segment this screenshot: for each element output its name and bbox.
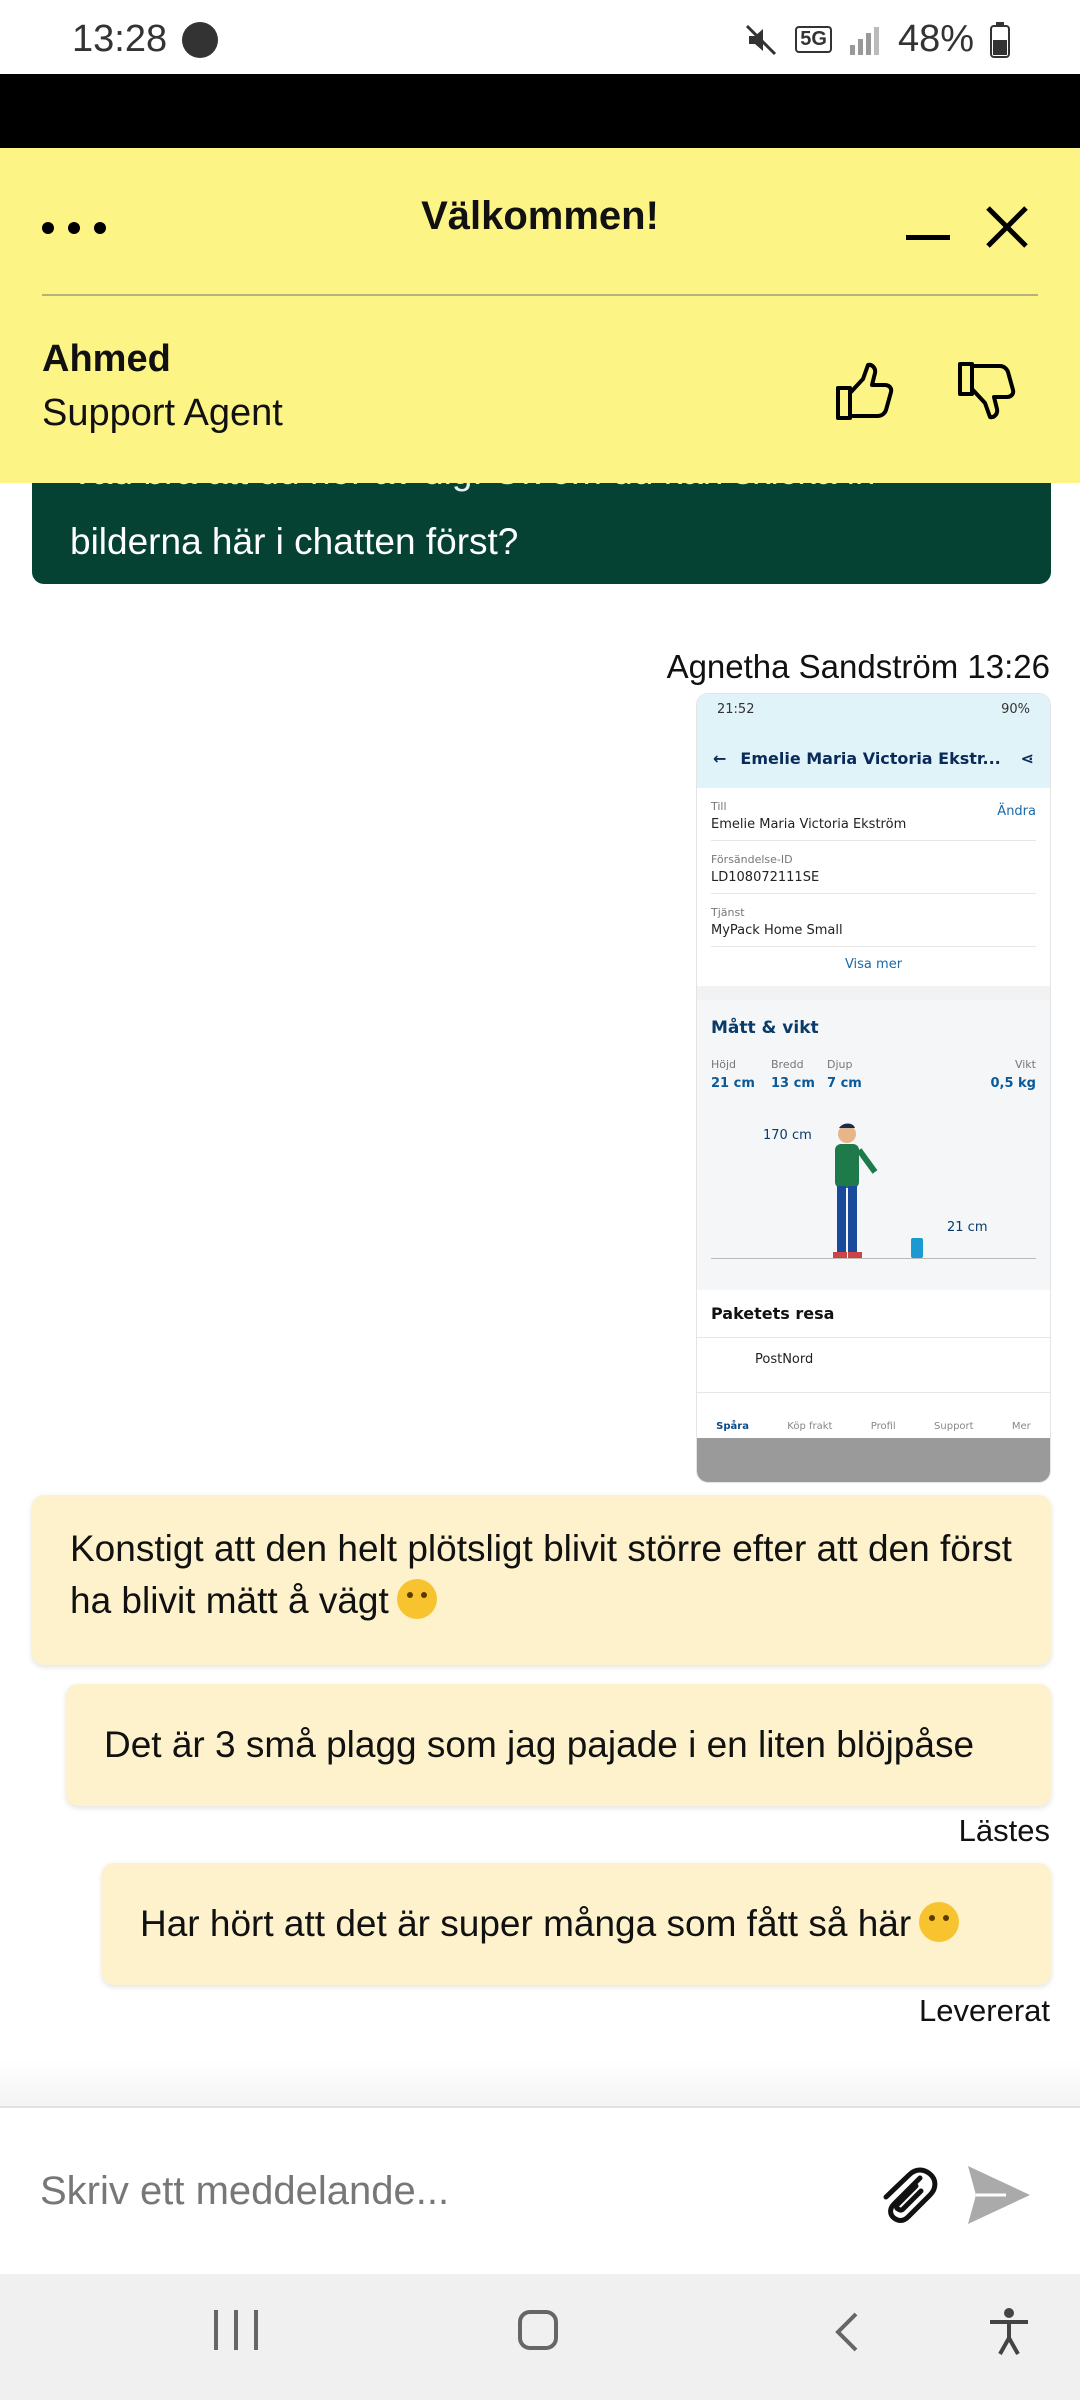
ground-line	[711, 1258, 1036, 1259]
person-height-label: 170 cm	[763, 1128, 812, 1143]
attachment-nav-item: Köp frakt	[787, 1421, 833, 1432]
attachment-nav-item: Spåra	[716, 1421, 749, 1432]
attachment-row	[711, 841, 1036, 894]
dim-value-depth: 7 cm	[827, 1076, 862, 1091]
attachment-nav-item: Mer	[1011, 1421, 1031, 1432]
delivered-status: Levererat	[919, 1993, 1050, 2028]
header-title: Välkommen!	[421, 194, 659, 238]
paperclip-icon[interactable]	[876, 2162, 942, 2228]
attachment-row-label: Försändelse-ID	[711, 853, 793, 866]
dim-value-width: 13 cm	[771, 1076, 815, 1091]
user-message-text: Det är 3 små plagg som jag pajade i en liten blöjpåse	[104, 1724, 975, 1765]
agent-role: Support Agent	[42, 392, 283, 434]
dim-value-height: 21 cm	[711, 1076, 755, 1091]
attachment-status-bar	[697, 694, 1050, 728]
thumbs-up-icon[interactable]	[832, 358, 898, 424]
share-icon: ⋖	[1020, 748, 1034, 768]
attachment-nav-item: Profil	[870, 1421, 896, 1432]
user-message-text: Konstigt att den helt plötsligt blivit större efter att den först ha blivit mätt å vägt	[70, 1528, 1012, 1621]
attachment-row-label: Till	[711, 800, 727, 813]
status-icons	[743, 18, 1010, 61]
attachment-separator	[697, 986, 1050, 1000]
back-icon[interactable]	[826, 2308, 870, 2356]
attachment-row	[711, 788, 1036, 841]
package-icon	[911, 1238, 923, 1258]
dim-label-width: Bredd	[771, 1058, 804, 1071]
attached-screenshot-image[interactable]	[696, 693, 1051, 1483]
attachment-nav-item: Support	[934, 1421, 974, 1432]
message-input[interactable]	[40, 2148, 820, 2234]
attachment-dimensions-card	[697, 1000, 1050, 1290]
agent-name: Ahmed	[42, 338, 171, 380]
user-message-bubble	[102, 1863, 1051, 1985]
attachment-row-value: LD108072111SE	[711, 870, 820, 885]
attachment-row-value: MyPack Home Small	[711, 923, 843, 938]
phone-call-icon	[182, 22, 218, 58]
dim-label-depth: Djup	[827, 1058, 853, 1071]
attachment-row	[711, 894, 1036, 947]
unamused-face-emoji	[919, 1902, 959, 1942]
system-navigation-bar	[0, 2274, 1080, 2400]
app-top-band	[0, 74, 1080, 148]
read-status: Lästes	[958, 1813, 1050, 1848]
attachment-title: Emelie Maria Victoria Ekstr...	[740, 748, 1001, 768]
attachment-journey-title: Paketets resa	[697, 1290, 1050, 1338]
message-composer	[0, 2106, 1080, 2274]
user-message-bubble	[32, 1495, 1051, 1665]
dim-label-height: Höjd	[711, 1058, 737, 1071]
composer-shadow	[0, 2060, 1080, 2106]
accessibility-icon[interactable]	[986, 2306, 1032, 2356]
attachment-row-label: Tjänst	[711, 906, 745, 919]
attachment-title-bar	[697, 728, 1050, 788]
attachment-bottom-nav	[697, 1392, 1050, 1438]
back-arrow-icon: ←	[713, 748, 727, 768]
dim-value-weight: 0,5 kg	[990, 1076, 1036, 1091]
person-illustration-icon	[815, 1120, 885, 1260]
home-icon[interactable]	[518, 2310, 558, 2350]
user-message-text: Har hört att det är super många som fått så här	[140, 1903, 912, 1944]
attachment-show-more: Visa mer	[844, 957, 903, 972]
agent-message-line: bilderna här i chatten först?	[70, 521, 519, 562]
attachment-status-time: 21:52	[717, 702, 755, 717]
send-icon[interactable]	[964, 2160, 1034, 2230]
attachment-carrier: PostNord	[755, 1352, 814, 1367]
minimize-icon[interactable]	[902, 206, 954, 246]
attachment-sender-meta: Agnetha Sandström 13:26	[666, 648, 1050, 685]
signal-icon	[848, 23, 882, 57]
chat-header	[0, 148, 1080, 483]
header-divider	[42, 294, 1038, 296]
attachment-status-battery: 90%	[1001, 702, 1030, 717]
recent-apps-icon[interactable]	[214, 2310, 258, 2350]
attachment-row-value: Emelie Maria Victoria Ekström	[711, 817, 907, 832]
status-time: 13:28	[72, 18, 168, 60]
dim-label-weight: Vikt	[1014, 1058, 1036, 1071]
mute-icon	[743, 22, 779, 58]
battery-percent: 48%	[897, 18, 974, 60]
network-badge: 5G	[795, 26, 832, 53]
attachment-system-bar	[697, 1438, 1050, 1482]
battery-icon	[990, 22, 1010, 58]
status-bar	[0, 0, 1080, 74]
close-icon[interactable]	[980, 200, 1034, 254]
user-message-bubble	[66, 1684, 1051, 1806]
package-height-label: 21 cm	[947, 1220, 988, 1235]
thumbs-down-icon[interactable]	[954, 358, 1020, 424]
thinking-face-emoji	[397, 1579, 437, 1619]
attachment-dimensions-title: Mått & vikt	[711, 1018, 819, 1038]
attachment-edit-link: Ändra	[997, 804, 1036, 819]
